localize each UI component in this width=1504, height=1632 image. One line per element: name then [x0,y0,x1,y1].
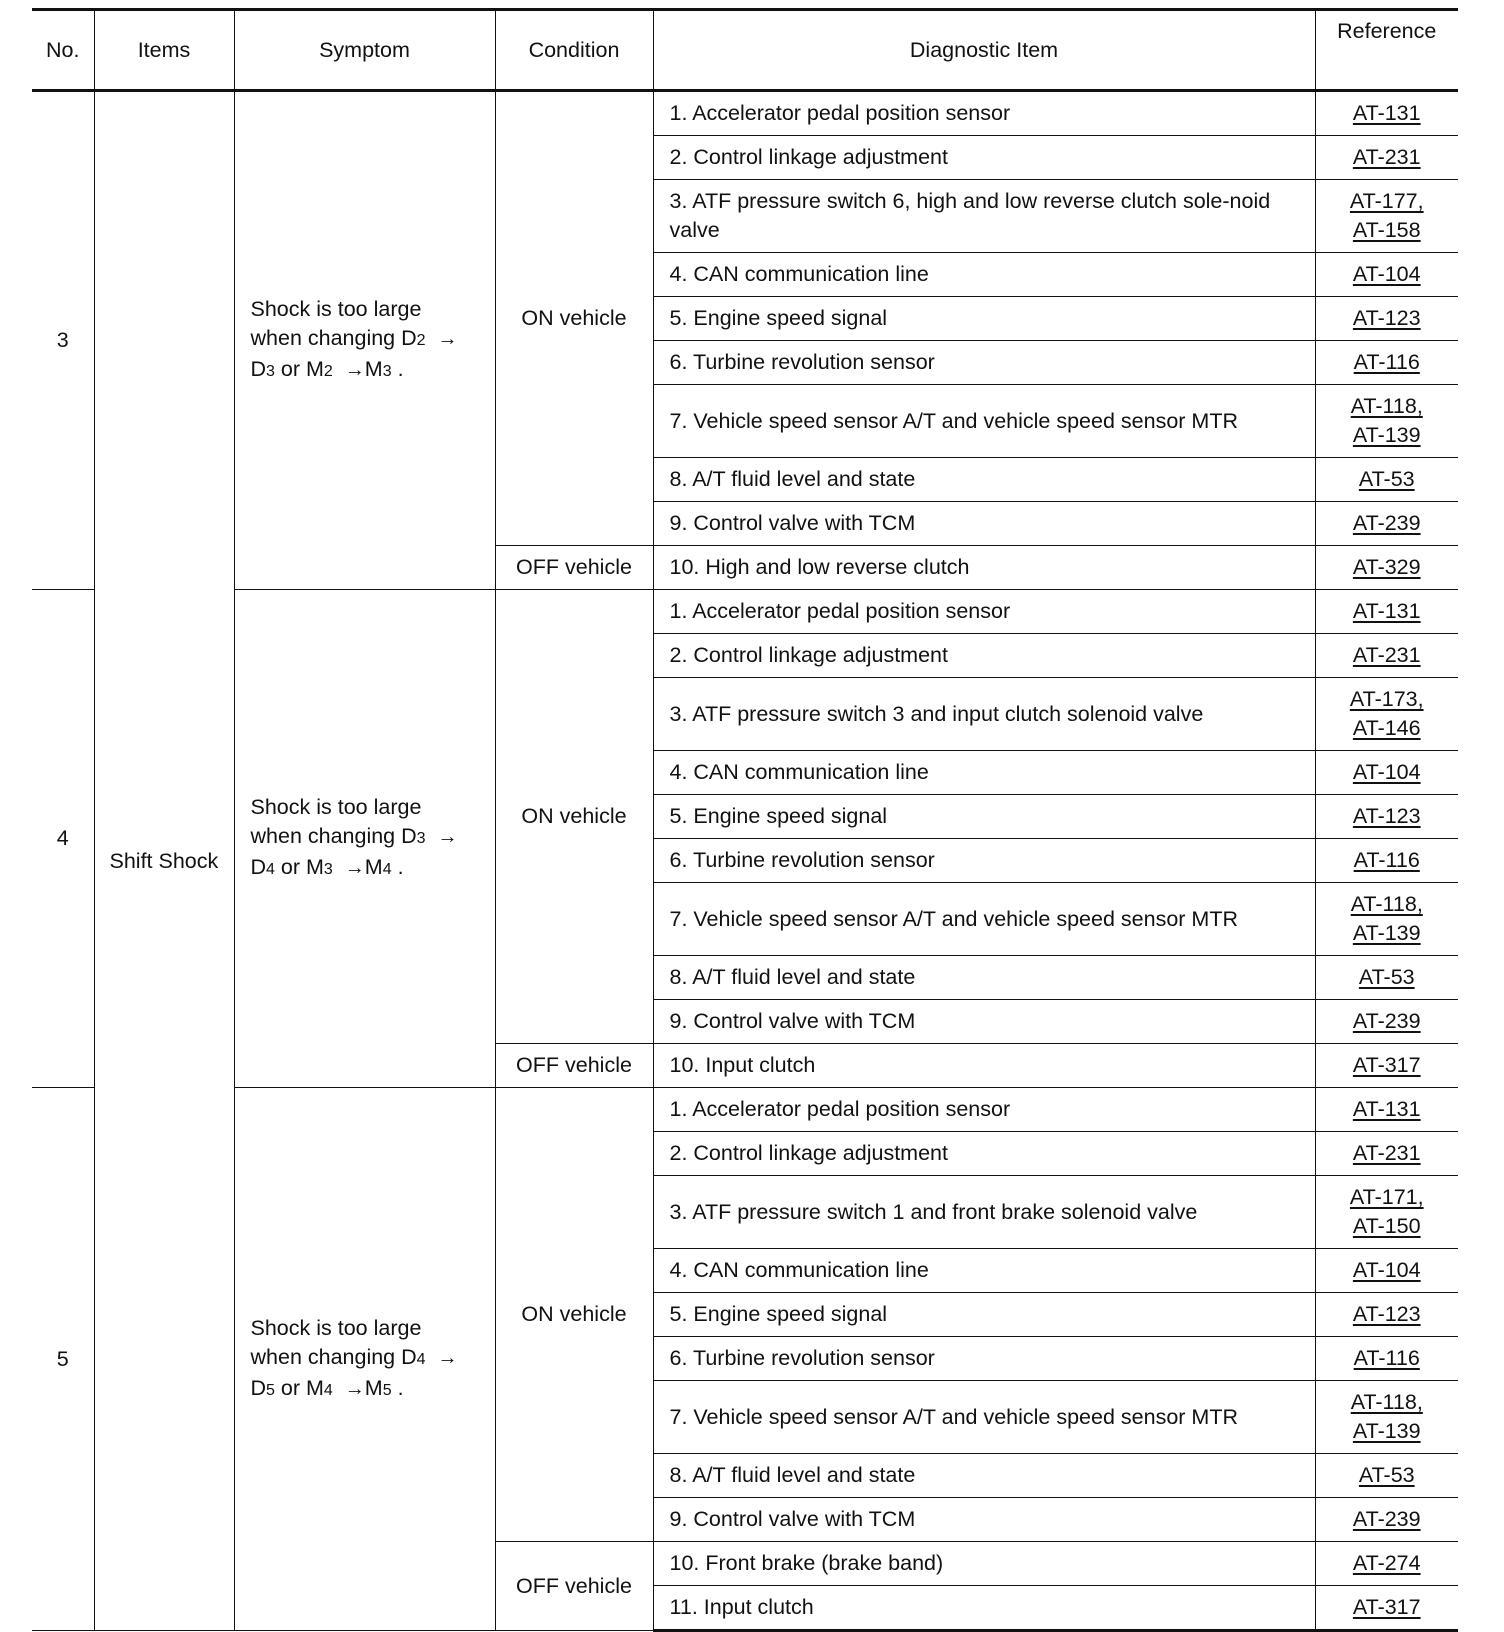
arrow-icon: → [344,359,365,381]
reference-link[interactable]: AT-53 [1358,965,1415,989]
symptom-line-2 [251,1343,487,1374]
diagnostic-item: 4. CAN communication line [653,253,1315,297]
gear-letter: M [364,1375,383,1400]
diagnostic-table [32,8,1458,1632]
symptom-text: when changing D [250,1344,417,1369]
diagnostic-item: 5. Engine speed signal [653,297,1315,341]
table-row [32,91,1458,136]
header-row [32,10,1458,91]
diagnostic-item: 3. ATF pressure switch 6, high and low reverse clutch sole-noid valve [653,180,1315,253]
symptom-text: when changing D [250,824,417,848]
reference-link[interactable]: AT-139 [1352,423,1421,447]
gear-subscript: 4 [416,1350,426,1368]
diagnostic-item: 1. Accelerator pedal position sensor [653,91,1315,136]
diagnostic-item: 6. Turbine revolution sensor [653,839,1315,883]
reference-link[interactable]: AT-274 [1352,1551,1421,1575]
reference-link[interactable]: AT-231 [1352,145,1421,169]
reference-link[interactable]: AT-317 [1352,1053,1421,1077]
reference-link[interactable]: AT-231 [1352,643,1421,667]
condition-on-vehicle: ON vehicle [495,1088,653,1542]
diagnostic-item: 2. Control linkage adjustment [653,634,1315,678]
diagnostic-item: 3. ATF pressure switch 1 and front brake solenoid valve [653,1176,1315,1249]
arrow-icon: → [437,328,458,350]
reference-link[interactable]: AT-239 [1352,1009,1421,1033]
diagnostic-item: 10. Input clutch [653,1044,1315,1088]
gear-subscript: 3 [266,363,275,380]
reference-link[interactable]: AT-139 [1352,921,1421,945]
reference-link[interactable]: AT-231 [1352,1141,1421,1165]
diagnostic-item: 8. A/T fluid level and state [653,1454,1315,1498]
reference-cell [1315,1454,1458,1498]
reference-cell [1315,590,1458,634]
diagnostic-item: 1. Accelerator pedal position sensor [653,590,1315,634]
header-reference: Reference [1315,10,1458,91]
diagnostic-item: 11. Input clutch [653,1586,1315,1631]
diagnostic-item: 2. Control linkage adjustment [653,1132,1315,1176]
reference-cell [1315,795,1458,839]
reference-link[interactable]: AT-123 [1352,306,1421,330]
reference-cell [1315,678,1458,751]
header-symptom: Symptom [234,10,495,91]
diagnostic-item: 5. Engine speed signal [653,795,1315,839]
diagnostic-item: 3. ATF pressure switch 3 and input clutch solenoid valve [653,678,1315,751]
reference-link[interactable]: AT-146 [1352,716,1421,740]
diagnostic-item: 9. Control valve with TCM [653,1000,1315,1044]
gear-subscript: 5 [266,1381,275,1399]
gear-letter: or M [274,855,324,879]
diagnostic-item: 10. High and low reverse clutch [653,546,1315,590]
reference-cell [1315,956,1458,1000]
diagnostic-item: 2. Control linkage adjustment [653,136,1315,180]
row-number: 3 [32,91,94,590]
reference-cell [1315,136,1458,180]
condition-on-vehicle: ON vehicle [495,590,653,1044]
diagnostic-item: 5. Engine speed signal [653,1293,1315,1337]
diagnostic-item: 7. Vehicle speed sensor A/T and vehicle speed sensor MTR [653,883,1315,956]
diagnostic-item: 10. Front brake (brake band) [653,1542,1315,1586]
reference-link[interactable]: AT-116 [1353,1346,1420,1370]
reference-link[interactable]: AT-118, [1350,892,1423,916]
symptom-cell [234,1088,495,1631]
reference-cell [1315,1542,1458,1586]
reference-cell [1315,751,1458,795]
symptom-line-3 [251,1374,487,1405]
gear-subscript: 4 [266,861,275,878]
header-no: No. [32,10,94,91]
arrow-icon: → [344,857,365,879]
symptom-end: . [391,855,404,879]
reference-link[interactable]: AT-317 [1352,1595,1421,1619]
reference-cell [1315,883,1458,956]
reference-link[interactable]: AT-104 [1352,262,1421,286]
reference-link[interactable]: AT-123 [1352,1302,1421,1326]
gear-letter: or M [274,357,324,381]
gear-letter: D [250,855,267,879]
reference-link[interactable]: AT-131 [1352,599,1421,623]
reference-cell [1315,180,1458,253]
gear-letter: or M [274,1375,324,1400]
reference-link[interactable]: AT-131 [1352,1097,1421,1121]
symptom-line-2 [251,324,487,355]
symptom-line-3 [251,853,487,884]
gear-letter: D [250,357,267,381]
document-page [32,8,1458,1632]
condition-off-vehicle: OFF vehicle [495,546,653,590]
symptom-line-1: Shock is too large [250,795,422,819]
reference-cell [1315,1044,1458,1088]
reference-link[interactable]: AT-53 [1358,1463,1415,1487]
symptom-line-2 [251,822,487,853]
reference-link[interactable]: AT-116 [1353,350,1420,374]
reference-link[interactable]: AT-116 [1353,848,1420,872]
reference-link[interactable]: AT-123 [1352,804,1421,828]
condition-off-vehicle: OFF vehicle [495,1542,653,1631]
reference-link[interactable]: AT-173, [1349,687,1424,711]
reference-link[interactable]: AT-118, [1350,394,1423,418]
gear-subscript: 2 [416,332,426,349]
reference-cell [1315,839,1458,883]
diagnostic-item: 6. Turbine revolution sensor [653,341,1315,385]
symptom-cell [234,590,495,1088]
diagnostic-item: 9. Control valve with TCM [653,1498,1315,1542]
gear-subscript: 4 [382,861,392,878]
reference-cell [1315,1000,1458,1044]
reference-cell [1315,634,1458,678]
condition-on-vehicle: ON vehicle [495,91,653,546]
reference-cell [1315,1088,1458,1132]
gear-letter: D [250,1375,267,1400]
gear-subscript: 4 [323,1381,333,1399]
row-number: 4 [32,590,94,1088]
gear-subscript: 3 [382,363,392,380]
reference-cell [1315,297,1458,341]
gear-subscript: 2 [323,363,333,380]
reference-link[interactable]: AT-239 [1352,511,1421,535]
gear-letter: M [364,855,383,879]
diagnostic-item: 8. A/T fluid level and state [653,458,1315,502]
table-body [32,91,1458,1631]
symptom-end: . [391,357,404,381]
reference-cell [1315,546,1458,590]
reference-cell [1315,1249,1458,1293]
arrow-icon: → [437,1346,458,1369]
reference-cell [1315,1381,1458,1454]
reference-cell [1315,1337,1458,1381]
gear-subscript: 3 [323,861,333,878]
diagnostic-item: 9. Control valve with TCM [653,502,1315,546]
diagnostic-item: 4. CAN communication line [653,1249,1315,1293]
diagnostic-item: 4. CAN communication line [653,751,1315,795]
reference-cell [1315,91,1458,136]
reference-link[interactable]: AT-329 [1352,555,1421,579]
reference-link[interactable]: AT-150 [1352,1214,1421,1238]
reference-cell [1315,253,1458,297]
symptom-line-3 [251,355,487,386]
reference-cell [1315,458,1458,502]
reference-link[interactable]: AT-239 [1352,1507,1421,1531]
reference-link[interactable]: AT-131 [1352,101,1421,125]
diagnostic-item: 1. Accelerator pedal position sensor [653,1088,1315,1132]
header-items: Items [94,10,234,91]
reference-link[interactable]: AT-118, [1350,1390,1423,1414]
table-row [32,590,1458,634]
reference-link[interactable]: AT-158 [1352,218,1421,242]
gear-subscript: 3 [416,830,426,847]
symptom-end: . [391,1375,404,1400]
diagnostic-item: 7. Vehicle speed sensor A/T and vehicle speed sensor MTR [653,385,1315,458]
symptom-line-1: Shock is too large [250,1315,422,1340]
gear-letter: M [364,357,383,381]
reference-cell [1315,1176,1458,1249]
symptom-text: when changing D [250,326,417,350]
gear-subscript: 5 [382,1381,392,1399]
reference-cell [1315,1132,1458,1176]
reference-cell [1315,1293,1458,1337]
symptom-cell [234,91,495,590]
header-condition: Condition [495,10,653,91]
reference-link[interactable]: AT-53 [1358,467,1415,491]
diagnostic-item: 7. Vehicle speed sensor A/T and vehicle speed sensor MTR [653,1381,1315,1454]
reference-link[interactable]: AT-139 [1352,1419,1421,1443]
row-number: 5 [32,1088,94,1631]
reference-link[interactable]: AT-104 [1352,760,1421,784]
arrow-icon: → [437,826,458,848]
table-row [32,1088,1458,1132]
diagnostic-item: 6. Turbine revolution sensor [653,1337,1315,1381]
symptom-line-1: Shock is too large [250,297,422,321]
condition-off-vehicle: OFF vehicle [495,1044,653,1088]
arrow-icon: → [344,1377,365,1400]
reference-cell [1315,385,1458,458]
reference-link[interactable]: AT-104 [1352,1258,1421,1282]
reference-link[interactable]: AT-171, [1349,1185,1424,1209]
diagnostic-item: 8. A/T fluid level and state [653,956,1315,1000]
reference-cell [1315,341,1458,385]
reference-cell [1315,502,1458,546]
reference-cell [1315,1498,1458,1542]
reference-cell [1315,1586,1458,1631]
items-cell: Shift Shock [94,91,234,1631]
header-diagnostic-item: Diagnostic Item [653,10,1315,91]
reference-link[interactable]: AT-177, [1349,189,1424,213]
